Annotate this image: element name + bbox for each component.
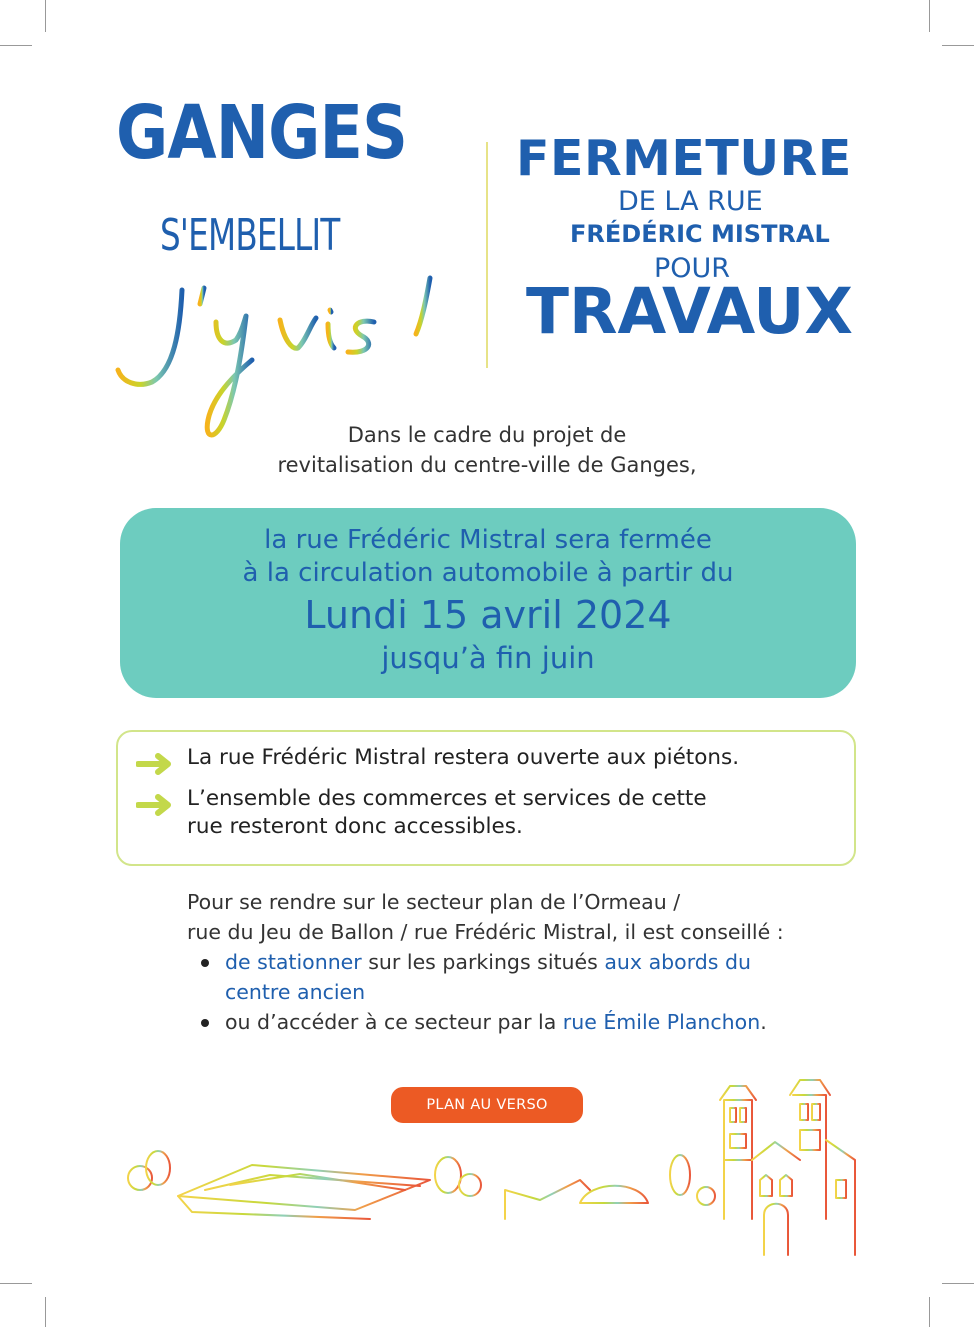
crop-mark bbox=[45, 0, 46, 32]
advice-line-2: rue du Jeu de Ballon / rue Frédéric Mistral, il est conseillé : bbox=[187, 920, 784, 944]
crop-mark bbox=[929, 0, 930, 32]
logo-subtitle: S'EMBELLIT bbox=[160, 210, 340, 261]
intro-line-2: revitalisation du centre-ville de Ganges, bbox=[277, 453, 697, 477]
advice-link-abords: aux abords du bbox=[604, 950, 751, 974]
headline-de-la-rue: DE LA RUE bbox=[618, 186, 763, 217]
logo-title: GANGES bbox=[116, 90, 408, 176]
headline-travaux: TRAVAUX bbox=[526, 275, 853, 348]
advice-text: sur les parkings situés bbox=[361, 950, 605, 974]
advice-link-planchon: rue Émile Planchon bbox=[562, 1010, 761, 1034]
advice-text: ou d’accéder à ce secteur par la bbox=[225, 1010, 563, 1034]
info-item-shops-line-2: rue resteront donc accessibles. bbox=[187, 814, 523, 839]
announcement-date: Lundi 15 avril 2024 bbox=[304, 593, 672, 637]
intro-line-1: Dans le cadre du projet de bbox=[347, 423, 627, 447]
plan-au-verso-button[interactable]: PLAN AU VERSO bbox=[391, 1087, 583, 1123]
arrow-right-icon bbox=[136, 793, 176, 817]
advice-link-parking: de stationner bbox=[225, 950, 362, 974]
advice-link-centre-ancien: centre ancien bbox=[225, 980, 366, 1004]
advice-bullet-1 bbox=[225, 952, 751, 973]
crop-mark bbox=[942, 45, 974, 46]
headline-street-name: FRÉDÉRIC MISTRAL bbox=[570, 220, 830, 248]
info-item-shops-line-1: L’ensemble des commerces et services de cette bbox=[187, 786, 707, 811]
bullet bbox=[201, 959, 209, 967]
arrow-right-icon bbox=[136, 752, 176, 776]
bullet bbox=[201, 1019, 209, 1027]
header-divider bbox=[486, 142, 488, 368]
announcement-until: jusqu’à fin juin bbox=[381, 641, 595, 675]
headline-fermeture: FERMETURE bbox=[516, 130, 852, 187]
announcement-line-2: à la circulation automobile à partir du bbox=[242, 558, 734, 588]
headline-pour: POUR bbox=[654, 253, 731, 284]
advice-text: . bbox=[760, 1010, 767, 1034]
info-item-pedestrians: La rue Frédéric Mistral restera ouverte aux piétons. bbox=[187, 745, 740, 770]
town-skyline-illustration bbox=[0, 1060, 974, 1330]
crop-mark bbox=[0, 45, 32, 46]
advice-bullet-2 bbox=[225, 1012, 767, 1033]
announcement-line-1: la rue Frédéric Mistral sera fermée bbox=[264, 525, 712, 555]
advice-line-1: Pour se rendre sur le secteur plan de l’Ormeau / bbox=[187, 890, 681, 914]
